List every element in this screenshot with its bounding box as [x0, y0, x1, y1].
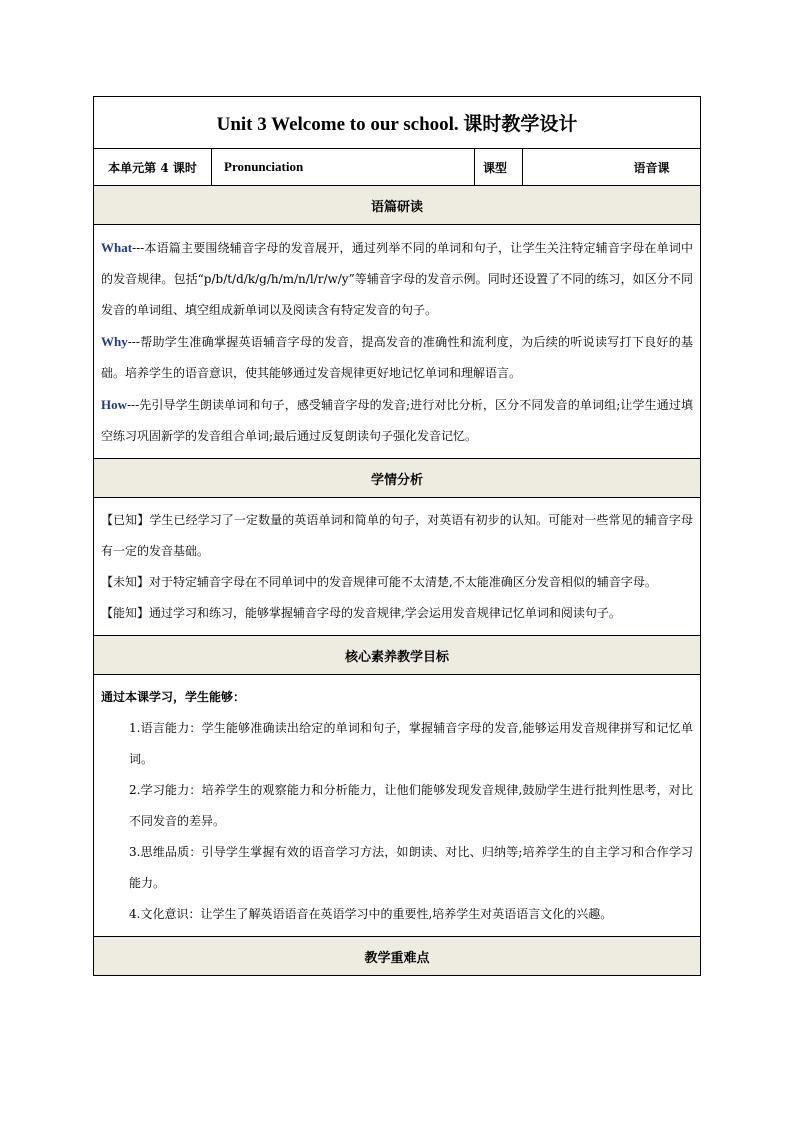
section-heading-goals: 核心素养教学目标: [94, 636, 701, 675]
lesson-plan-table: [93, 96, 701, 976]
how-label: How: [101, 397, 127, 412]
known-paragraph: 【已知】学生已经学习了一定数量的英语单词和简单的句子，对英语有初步的认知。可能对一些常见的辅音字母有一定的发音基础。: [101, 513, 694, 558]
goal-item-learning: 2.学习能力：培养学生的观察能力和分析能力，让他们能够发现发音规律,鼓励学生进行批判性思考，对比不同发音的差异。: [129, 783, 694, 828]
goal-item-culture: 4.文化意识：让学生了解英语语音在英语学习中的重要性,培养学生对英语语言文化的兴趣。: [129, 907, 613, 921]
lesson-type-label: 课型: [475, 149, 523, 186]
goals-body: [94, 675, 701, 937]
lesson-info-row: [94, 149, 701, 186]
lesson-type-value: 语音课: [523, 149, 701, 186]
lesson-plan-sheet: [93, 96, 700, 976]
how-paragraph: [101, 389, 693, 452]
why-text: ---帮助学生准确掌握英语辅音字母的发音，提高发音的准确性和流利度，为后续的听说读写打下良好的基础。培养学生的语音意识，使其能够通过发音规律更好地记忆单词和理解语言。: [101, 335, 694, 380]
page-title: Unit 3 Welcome to our school. 课时教学设计: [94, 97, 701, 149]
able-paragraph: 【能知】通过学习和练习，能够掌握辅音字母的发音规律,学会运用发音规律记忆单词和阅读句子。: [101, 606, 621, 620]
student-analysis-body: [94, 498, 701, 636]
what-label: What: [101, 240, 133, 255]
goals-intro: 通过本课学习，学生能够：: [101, 690, 246, 704]
section-heading-reading: 语篇研读: [94, 186, 701, 225]
how-text: ---先引导学生朗读单词和句子，感受辅音字母的发音;进行对比分析，区分不同发音的单词组;让学生通过填空练习巩固新学的发音组合单词;最后通过反复朗读句子强化发音记忆。: [101, 398, 694, 443]
goal-item-thinking: 3.思维品质：引导学生掌握有效的语音学习方法，如朗读、对比、归纳等;培养学生的自主学习和合作学习能力。: [129, 845, 694, 890]
what-paragraph: [101, 232, 693, 326]
what-text: ---本语篇主要围绕辅音字母的发音展开，通过列举不同的单词和句子，让学生关注特定辅音字母在单词中的发音规律。包括“p/b/t/d/k/g/h/m/n/l/r/w/y”等辅音字母的发音示例。同时还设置了不同的练习，如区分不同发音的单词组、填空组成新单词以及阅读含有特定发音的句子。: [101, 241, 694, 317]
reading-analysis-body: [94, 225, 701, 459]
why-paragraph: [101, 326, 693, 389]
goal-item-language: 1.语言能力：学生能够准确读出给定的单词和句子，掌握辅音字母的发音,能够运用发音规律拼写和记忆单词。: [129, 721, 694, 766]
lesson-topic: Pronunciation: [212, 149, 475, 186]
unknown-paragraph: 【未知】对于特定辅音字母在不同单词中的发音规律可能不太清楚,不太能准确区分发音相似的辅音字母。: [101, 575, 657, 589]
section-heading-analysis: 学情分析: [94, 459, 701, 498]
section-heading-difficulty: 教学重难点: [94, 937, 701, 976]
lesson-number: 本单元第 4 课时: [94, 149, 212, 186]
why-label: Why: [101, 334, 128, 349]
